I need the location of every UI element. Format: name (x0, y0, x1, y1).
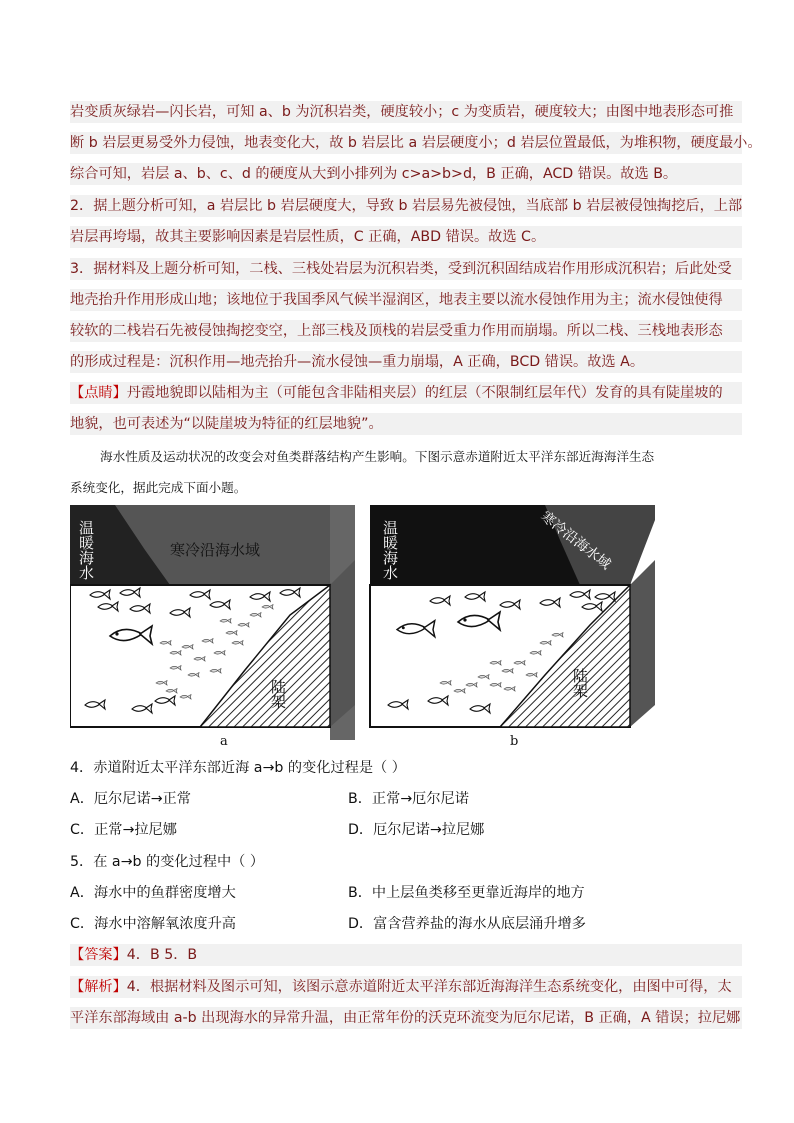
q4-option-a[interactable]: A．厄尔尼诺→正常 (70, 791, 191, 807)
q5-option-d[interactable]: D．富含营养盐的海水从底层涌升增多 (348, 916, 586, 932)
warm-water-label-a: 温暖海水 (77, 520, 95, 580)
ecosystem-figure (70, 500, 740, 750)
q5-option-c[interactable]: C．海水中溶解氧浓度升高 (70, 916, 236, 932)
explanation-line-9: 的形成过程是：沉积作用—地壳抬升—流水侵蚀—重力崩塌，A 正确，BCD 错误。故选 A。 (70, 351, 742, 373)
diagram-label-b: b (510, 734, 519, 749)
answer-line (70, 944, 742, 966)
explanation-line-2: 断 b 岩层更易受外力侵蚀，地表变化大，故 b 岩层比 a 岩层硬度小；d 岩层位置最低，为堆积物，硬度最小。 (70, 132, 742, 154)
explanation-line-5: 岩层再垮塌，故其主要影响因素是岩层性质，C 正确，ABD 错误。故选 C。 (70, 226, 742, 248)
q5-stem: 5．在 a→b 的变化过程中（ ） (70, 854, 265, 870)
tip-line-2: 地貌，也可表述为“以陡崖坡为特征的红层地貌”。 (70, 413, 742, 435)
tip-line-1: 【点睛】丹霞地貌即以陆相为主（可能包含非陆相夹层）的红层（不限制红层年代）发育的具有陡崖坡的 (70, 382, 742, 404)
cold-water-label-b: 寒冷沿海水域 (537, 508, 614, 573)
shelf-label-b: 陆架 (571, 668, 589, 698)
tip-tag: 【点睛】 (70, 385, 127, 401)
q4-stem: 4．赤道附近太平洋东部近海 a→b 的变化过程是（ ） (70, 760, 406, 776)
warm-water-label-b: 温暖海水 (381, 520, 399, 580)
intro-line-2: 系统变化，据此完成下面小题。 (70, 480, 247, 495)
analysis-line-2: 平洋东部海域由 a-b 出现海水的异常升温，由正常年份的沃克环流变为厄尔尼诺，B 正确，A 错误；拉尼娜 (70, 1007, 742, 1029)
explanation-line-1: 岩变质灰绿岩—闪长岩，可知 a、b 为沉积岩类，硬度较小；c 为变质岩，硬度较大；由图中地表形态可推 (70, 101, 742, 123)
explanation-line-8: 较软的二栈岩石先被侵蚀掏挖变空，上部三栈及顶栈的岩层受重力作用而崩塌。所以二栈、三栈地表形态 (70, 320, 742, 342)
q4-option-b[interactable]: B．正常→厄尔尼诺 (348, 791, 469, 807)
q5-option-a[interactable]: A．海水中的鱼群密度增大 (70, 885, 236, 901)
explanation-line-4: 2．据上题分析可知，a 岩层比 b 岩层硬度大，导致 b 岩层易先被侵蚀，当底部 b 岩层被侵蚀掏挖后，上部 (70, 195, 742, 217)
diagram-label-a: a (220, 734, 228, 749)
answer-tag: 【答案】 (70, 947, 127, 963)
analysis-tag: 【解析】 (70, 979, 127, 995)
explanation-line-3: 综合可知，岩层 a、b、c、d 的硬度从大到小排列为 c>a>b>d，B 正确，ACD 错误。故选 B。 (70, 163, 742, 185)
diagram-a (70, 500, 355, 749)
q4-option-d[interactable]: D．厄尔尼诺→拉尼娜 (348, 822, 485, 838)
q5-option-b[interactable]: B．中上层鱼类移至更靠近海岸的地方 (348, 885, 585, 901)
cold-water-label-a: 寒冷沿海水域 (170, 541, 261, 559)
explanation-line-7: 地壳抬升作用形成山地；该地位于我国季风气候半湿润区，地表主要以流水侵蚀作用为主；流水侵蚀使得 (70, 289, 742, 311)
q4-option-c[interactable]: C．正常→拉尼娜 (70, 822, 177, 838)
explanation-line-6: 3．据材料及上题分析可知，二栈、三栈处岩层为沉积岩类，受到沉积固结成岩作用形成沉积岩；后此处受 (70, 258, 742, 280)
answer-text: 4．B 5．B (126, 947, 198, 963)
diagram-b (370, 505, 655, 749)
analysis-line-1: 【解析】4．根据材料及图示可知，该图示意赤道附近太平洋东部近海海洋生态系统变化，由图中可得，太 (70, 976, 742, 998)
shelf-label-a: 陆架 (269, 679, 287, 709)
intro-line-1: 海水性质及运动状况的改变会对鱼类群落结构产生影响。下图示意赤道附近太平洋东部近海海洋生态 (100, 449, 655, 464)
